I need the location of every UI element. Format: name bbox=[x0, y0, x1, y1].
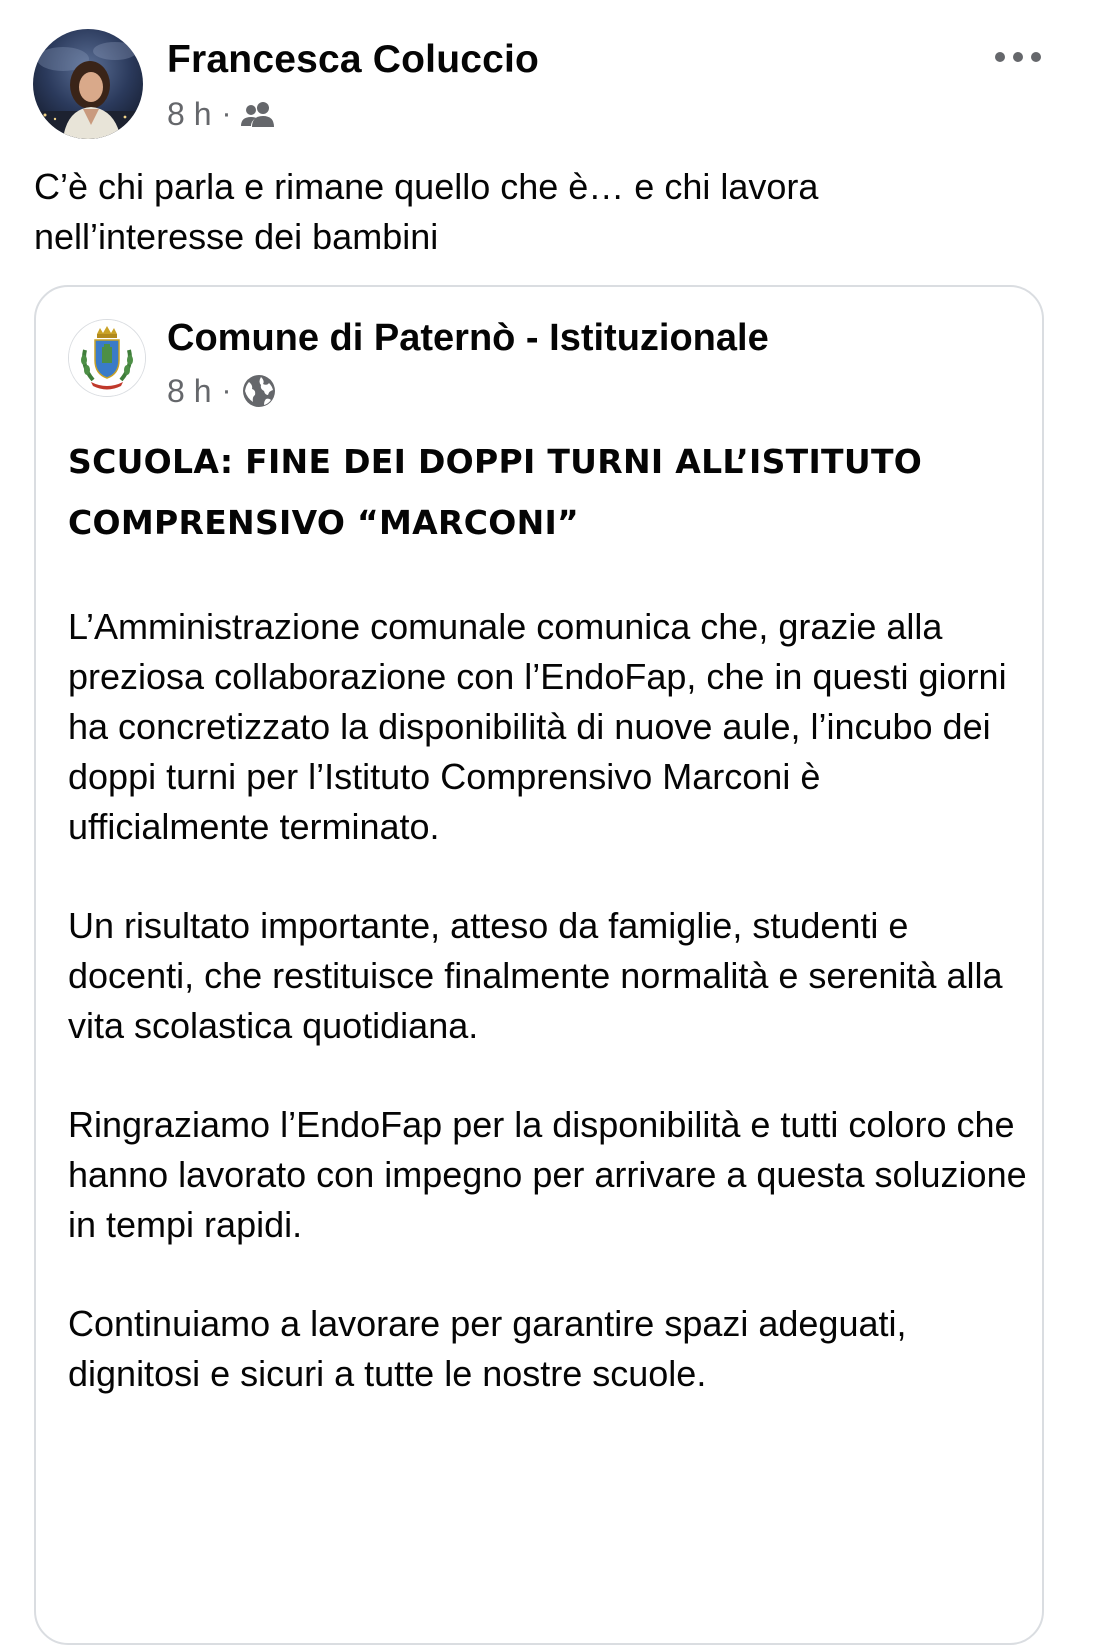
friends-icon[interactable] bbox=[241, 101, 275, 127]
post-timestamp[interactable]: 8 h bbox=[167, 95, 212, 132]
post-meta bbox=[167, 94, 275, 134]
shared-post-paragraph: Continuiamo a lavorare per garantire spazi adeguati, dignitosi e sicuri a tutte le nostre scuole. bbox=[68, 1303, 907, 1394]
meta-separator: · bbox=[221, 97, 232, 130]
more-options-icon bbox=[990, 42, 1046, 72]
page-logo[interactable] bbox=[68, 319, 146, 397]
shared-post-timestamp[interactable]: 8 h bbox=[167, 372, 212, 409]
post-text: C’è chi parla e rimane quello che è… e chi lavora nell’interesse dei bambini bbox=[34, 166, 819, 257]
shared-post-paragraph: Un risultato importante, atteso da famiglie, studenti e docenti, che restituisce finalmente normalità e serenità alla vita scolastica quotidiana. bbox=[68, 905, 1003, 1046]
shared-post-headline: SCUOLA: FINE DEI DOPPI TURNI ALL’ISTITUTO COMPRENSIVO “MARCONI” bbox=[68, 442, 923, 542]
meta-separator: · bbox=[221, 374, 232, 407]
author-avatar[interactable] bbox=[33, 29, 143, 139]
author-name[interactable]: Francesca Coluccio bbox=[167, 38, 540, 81]
shared-post-paragraph: Ringraziamo l’EndoFap per la disponibilità e tutti coloro che hanno lavorato con impegno per arrivare a questa soluzione in tempi rapidi. bbox=[68, 1104, 1027, 1245]
page-name[interactable]: Comune di Paternò - Istituzionale bbox=[167, 317, 769, 359]
more-options-button[interactable] bbox=[990, 42, 1046, 72]
globe-icon[interactable] bbox=[241, 373, 277, 409]
shared-post-card[interactable] bbox=[34, 285, 1044, 1645]
shared-post-paragraph: L’Amministrazione comunale comunica che, grazie alla preziosa collaborazione con l’EndoFap, che in questi giorni ha concretizzato la disponibilità di nuove aule, l’incubo dei doppi turni per l’Istituto Comprensivo Marconi è ufficialmente terminato. bbox=[68, 606, 1007, 847]
shared-post-body bbox=[68, 602, 1028, 1448]
shared-post-meta bbox=[167, 371, 277, 411]
